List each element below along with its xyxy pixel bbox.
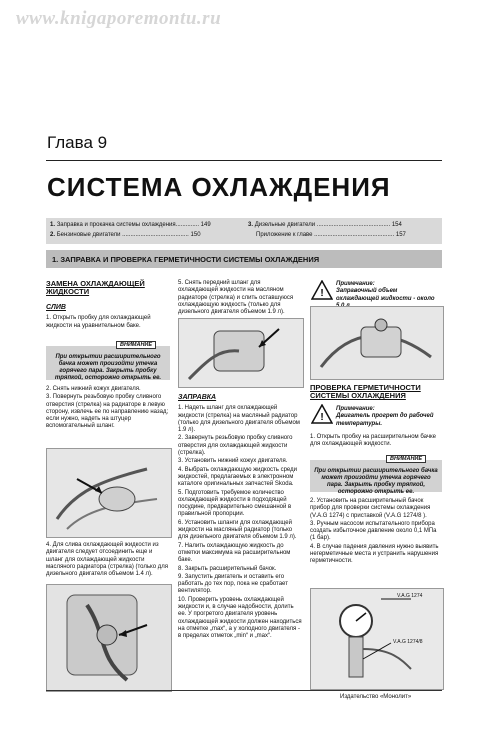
column-1-step-4 [46, 542, 170, 579]
oil-cooler-illustration [179, 319, 303, 387]
toc-item[interactable]: Приложение к главе ................................................ 157 [256, 232, 406, 238]
figure-expansion-tank [310, 306, 444, 380]
paragraph: 1. Открыть пробку для охлаждающей жидкости на уравнительном баке. [46, 315, 151, 329]
paragraph: 3. Повернуть резьбовую пробку сливного отверстия (стрелка) на радиаторе в левую сторону, извлечь ее по направлению назад; если нужно, надеть на штуцер вспомогательный шланг. [46, 394, 169, 430]
note-text: Заправочный объем охлаждающей жидкости - около [336, 288, 435, 302]
chapter-divider [46, 160, 442, 161]
radiator-drain-illustration [47, 449, 171, 537]
footer-divider [46, 690, 442, 691]
svg-text:!: ! [320, 288, 324, 299]
paragraph: 2. Снять нижний кожух двигателя. [46, 386, 141, 392]
paragraph: 1. Открыть пробку на расширительном бачке для охлаждающей жидкости. [310, 434, 437, 448]
toc-item[interactable]: 3. Дизельные двигатели ............................................ 154 [248, 222, 402, 228]
paragraph: 3. Ручным насосом испытательного прибора создать избыточное давление около 0,1 МПа (1 бар). [310, 520, 437, 542]
subsection-heading: ЗАПРАВКА [178, 394, 217, 401]
column-1-steps [46, 386, 170, 432]
publisher-footer: Издательство «Монолит» [340, 694, 412, 700]
figure-radiator-drain [46, 448, 172, 538]
figure-pressure-tester [310, 588, 444, 690]
column-3 [310, 384, 442, 400]
svg-text:!: ! [320, 412, 324, 423]
paragraph: 4. В случае падения давления нужно выявить негерметичные места и устранить нарушения герметичности. [310, 543, 439, 565]
note-label: Примечание: [336, 281, 375, 287]
note-2 [336, 406, 442, 428]
table-of-contents [46, 218, 442, 244]
subsection-heading: СЛИВ [46, 304, 66, 311]
step-item: 9. Запустить двигатель и оставить его работать до тех пор, пока не сработает вентилятор. [178, 573, 288, 595]
column-1 [46, 280, 170, 331]
paragraph: 4. Для слива охлаждающей жидкости из двигателя следует отсоединить еще и шланг для охлаждающей жидкости масляного радиатора (стрелка) (только для дизельного двигателя объемом 1.4 л). [46, 542, 168, 578]
column-3-steps [310, 498, 442, 567]
column-3-step-1 [310, 434, 442, 450]
figure-oil-cooler-hose [46, 584, 172, 692]
watermark: www.knigaporemontu.ru [16, 8, 222, 29]
oil-cooler-hose-illustration [47, 585, 171, 691]
step-item: 4. Выбрать охлаждающую жидкость среди жидкостей, предлагаемых в электронном каталоге оригинальных запчастей Skoda. [178, 466, 297, 488]
column-2-fill [178, 394, 302, 642]
step-item: 1. Надеть шланг для охлаждающей жидкости (стрелка) на масляный радиатор (только для дизельного двигателя объемом 1.9 л). [178, 405, 300, 434]
figure-label: V.A.G 1274 [397, 593, 423, 599]
warning-box: При открытии расширительного бачка может произойти утечка горячего пара. Закрыть пробку тряпкой, осторожно открыть ее. [310, 460, 442, 492]
paragraph: 5. Снять передний шланг для охлаждающей жидкости на масляном радиаторе (стрелка) и слить оставшуюся охлаждающую жидкость (только для дизельного двигателя объемом 1.9 л). [178, 280, 294, 316]
step-item: 6. Установить шланги для охлаждающей жидкости на масляный радиатор (только для дизельного двигателя объемом 1.9 л). [178, 519, 297, 541]
pressure-tester-illustration [311, 589, 443, 689]
warning-box: При открытии расширительного бачка может произойти утечка горячего пара. Закрыть пробку тряпкой, осторожно открыть ее. [46, 346, 170, 380]
step-item: 10. Проверить уровень охлаждающей жидкости и, в случае надобности, долить ее. У прогретого двигателя уровень охлаждающей жидкости должен находиться на отметке „max“, а у холодного двигателя - в пределах отметок „min“ и „max“. [178, 596, 302, 640]
note-icon [311, 404, 333, 424]
warning-label: ВНИМАНИЕ [116, 341, 156, 349]
expansion-tank-illustration [311, 307, 443, 379]
step-item: 5. Подготовить требуемое количество охлаждающей жидкости в подходящей посудине, предварительно смешанной в правильной пропорции. [178, 489, 292, 518]
figure-oil-cooler [178, 318, 304, 388]
figure-label: V.A.G 1274/8 [393, 639, 423, 645]
step-item: 8. Закрыть расширительный бачок. [178, 565, 277, 572]
warning-label: ВНИМАНИЕ [386, 455, 426, 463]
toc-item[interactable]: 2. Бензиновые двигатели ........................................ 150 [50, 232, 201, 238]
toc-item[interactable]: 1. Заправка и прокачка системы охлаждения.............. 149 [50, 222, 211, 228]
chapter-label: Глава 9 [47, 133, 108, 152]
paragraph: 2. Установить на расширительный бачок прибор для проверки системы охлаждения (V.A.G 1274) с приставкой (V.A.G 1274/8 ). [310, 498, 431, 519]
step-item: 7. Налить охлаждающую жидкость до отметки максимума на расширительном баке. [178, 542, 291, 564]
step-item: 2. Завернуть резьбовую пробку сливного отверстия для охлаждающей жидкости (стрелка). [178, 435, 293, 457]
page-title: СИСТЕМА ОХЛАЖДЕНИЯ [47, 172, 391, 202]
note-label: Примечание: [336, 406, 375, 412]
section-heading: ЗАМЕНА ОХЛАЖДАЮЩЕЙ ЖИДКОСТИ [46, 279, 145, 296]
section-heading: ПРОВЕРКА ГЕРМЕТИЧНОСТИ СИСТЕМЫ ОХЛАЖДЕНИЯ [310, 383, 421, 400]
step-item: 3. Установить нижний кожух двигателя. [178, 458, 288, 465]
column-2 [178, 280, 302, 317]
note-text: Двигатель прогрет до рабочей температуры. [336, 413, 434, 427]
section-header: 1. ЗАПРАВКА И ПРОВЕРКА ГЕРМЕТИЧНОСТИ СИСТЕМЫ ОХЛАЖДЕНИЯ [46, 250, 442, 268]
note-icon [311, 280, 333, 300]
